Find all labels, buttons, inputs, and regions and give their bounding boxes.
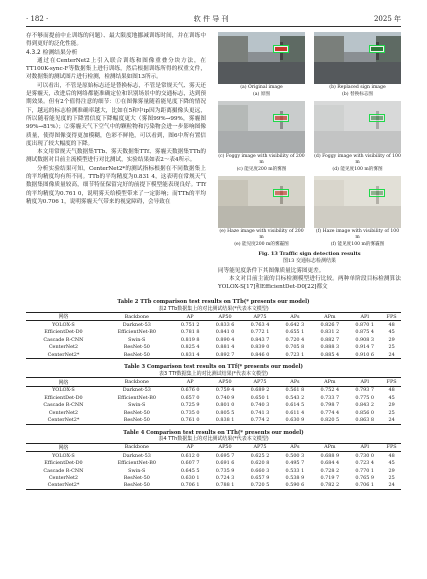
- table-cell: 0.691 6: [215, 460, 235, 467]
- table-cell: ResNet-50: [101, 482, 173, 490]
- results-table: [26, 377, 401, 424]
- table-row: [26, 336, 401, 343]
- table-cell: ResNet-50: [123, 474, 150, 481]
- left-column: [26, 32, 206, 206]
- table-cell: 0.645 5: [180, 467, 200, 474]
- table-row: [26, 409, 401, 416]
- table-cell: 0.892 7: [208, 351, 243, 359]
- panel-caption: (e) Haze image with visibility of 200 m: [219, 229, 304, 240]
- table-cell: 0.875 4: [355, 329, 375, 336]
- table-cell: 0.843 7: [250, 336, 270, 343]
- table-header-row: [26, 313, 401, 321]
- table-cell: 0.543 2: [285, 394, 305, 401]
- table-cell: 0.612 0: [180, 452, 200, 459]
- table-cell: 0.706 1: [347, 482, 382, 490]
- table-cell: CenterNet2*: [26, 351, 101, 359]
- table-cell: CenterNet2*: [26, 482, 101, 490]
- header-cell: APs: [277, 378, 312, 386]
- table-cell: 0.650 1: [250, 394, 270, 401]
- table-cell: 48: [388, 387, 395, 394]
- table-cell: 0.657 9: [250, 474, 270, 481]
- results-table: [26, 312, 401, 359]
- header-cell: AP50: [208, 313, 243, 321]
- table-cell: 0.725 9: [180, 402, 200, 409]
- header-cell: AP75: [243, 313, 278, 321]
- table-cell: 0.775 0: [355, 394, 375, 401]
- figure-panel-b: [314, 32, 401, 98]
- header-cell: AP75: [243, 443, 278, 451]
- table-cell: 0.752 4: [320, 387, 340, 394]
- table-cell: 0.772 1: [250, 329, 270, 336]
- table-cell: YOLOX-S: [52, 387, 75, 394]
- table-cell: 0.733 7: [320, 394, 340, 401]
- table-cell: Swin-S: [128, 402, 146, 409]
- table-cell: 0.870 1: [355, 322, 375, 329]
- table-cell: 0.719 7: [320, 474, 340, 481]
- tables-block: [26, 299, 401, 495]
- table-cell: 45: [388, 329, 395, 336]
- table-row: [26, 467, 401, 474]
- street-photo: [218, 32, 305, 84]
- table-cell: 0.538 9: [285, 474, 305, 481]
- panel-caption-cn: (c) 能见度200 m的雾图: [236, 167, 287, 172]
- header-cell: FPS: [382, 378, 401, 386]
- table-cell: YOLOX-S: [52, 322, 75, 329]
- table-cell: 0.798 7: [320, 402, 340, 409]
- table-cell: 0.833 6: [215, 322, 235, 329]
- table-cell: EfficientDet-D0: [44, 394, 83, 401]
- paragraph: 本文用常规天气数据集TTb、雾天数据集TTf、雾霾天数据集TTh的测试数据对目前主流模型进行对比测试，实验结果如表2～表4所示。: [26, 149, 206, 164]
- table-cell: 0.495 7: [285, 460, 305, 467]
- table-row: [26, 386, 401, 394]
- panel-caption-cn: (b) 替换标志图: [342, 92, 373, 97]
- table-caption: Table 3 Comparison test results on TTf(* presents our model): [124, 364, 303, 371]
- table-cell: 0.885 4: [312, 351, 347, 359]
- header-cell: FPS: [382, 313, 401, 321]
- table-cell: 0.720 5: [243, 482, 278, 490]
- panel-caption: (b) Replaced sign image: [329, 85, 386, 90]
- street-photo: [218, 101, 305, 153]
- table-cell: Swin-S: [128, 336, 146, 343]
- table-cell: 0.774 4: [320, 409, 340, 416]
- table-cell: 0.630 9: [277, 416, 312, 424]
- table-cell: 0.765 9: [355, 474, 375, 481]
- table-cell: 0.826 7: [320, 322, 340, 329]
- table-cell: 0.684 4: [320, 460, 340, 467]
- issue-year: 2025 年: [373, 15, 401, 23]
- table-cell: Darknet-53: [122, 322, 151, 329]
- table-row: [26, 329, 401, 336]
- header-cell: 网络: [26, 378, 101, 386]
- table-cell: 0.888 3: [320, 344, 340, 351]
- header-cell: APl: [347, 313, 382, 321]
- table-header-row: [26, 443, 401, 451]
- table-cell: 0.706 1: [173, 482, 208, 490]
- table-cell: 0.770 1: [355, 467, 375, 474]
- page-number: · 182 ·: [26, 15, 49, 23]
- table-cell: 0.688 9: [320, 452, 340, 459]
- table-cell: 0.657 0: [180, 394, 200, 401]
- table-row: [26, 459, 401, 466]
- table-cell: 25: [388, 474, 395, 481]
- panel-caption: (d) Foggy image with visibility of 100 m: [314, 154, 401, 165]
- panel-caption: (a) Original image: [240, 85, 283, 90]
- header-cell: APm: [312, 378, 347, 386]
- header-cell: APs: [277, 443, 312, 451]
- table-cell: EfficientNet-B0: [117, 329, 156, 336]
- table-cell: EfficientDet-D0: [44, 460, 83, 467]
- table-cell: 0.611 4: [285, 409, 305, 416]
- header-cell: AP: [173, 443, 208, 451]
- table-row: [26, 351, 401, 359]
- header-cell: Backbone: [101, 378, 173, 386]
- table-cell: 0.590 6: [277, 482, 312, 490]
- table-cell: 0.720 4: [285, 336, 305, 343]
- table-cell: 0.908 3: [355, 336, 375, 343]
- panel-caption-cn: (d) 能见度100 m的雾图: [332, 167, 383, 172]
- table-cell: 0.735 9: [215, 467, 235, 474]
- table-cell: 0.782 2: [312, 482, 347, 490]
- figure-panel-a: [218, 32, 305, 98]
- table-cell: 0.620 8: [250, 460, 270, 467]
- table-cell: Darknet-53: [122, 452, 151, 459]
- table-row: [26, 452, 401, 460]
- table-cell: 0.642 3: [285, 322, 305, 329]
- panel-caption-cn: (e) 能见度200 m的雾霾图: [234, 242, 289, 247]
- table-cell: 0.774 2: [243, 416, 278, 424]
- table-cell: 0.856 0: [355, 409, 375, 416]
- figure-panel-d: [314, 101, 401, 173]
- panel-caption: (c) Foggy image with visibility of 200 m: [218, 154, 305, 165]
- table-cell: 0.500 3: [285, 452, 305, 459]
- table-cell: 0.838 1: [208, 416, 243, 424]
- table-cell: EfficientNet-B0: [117, 460, 156, 467]
- table-cell: Cascade R-CNN: [43, 336, 84, 343]
- table-row: [26, 416, 401, 424]
- table-header-row: [26, 378, 401, 386]
- table-cell: 0.561 8: [285, 387, 305, 394]
- table-cell: YOLOX-S: [52, 452, 75, 459]
- figure-panel-c: [218, 101, 305, 173]
- table-cell: 0.819 8: [180, 336, 200, 343]
- table-cell: 0.793 7: [355, 387, 375, 394]
- table-cell: 24: [382, 482, 401, 490]
- table-row: [26, 482, 401, 490]
- table-cell: 0.825 4: [180, 344, 200, 351]
- table-cell: 0.723 4: [355, 460, 375, 467]
- table-cell: 0.914 7: [355, 344, 375, 351]
- header-cell: APm: [312, 313, 347, 321]
- header-cell: APs: [277, 313, 312, 321]
- table-cell: Swin-S: [128, 467, 146, 474]
- header-cell: AP75: [243, 378, 278, 386]
- table-cell: CenterNet2: [48, 344, 79, 351]
- journal-name: 软 件 导 刊: [193, 15, 229, 23]
- table-cell: 29: [388, 467, 395, 474]
- table-cell: 0.676 0: [180, 387, 200, 394]
- table-cell: 25: [388, 344, 395, 351]
- table-cell: 0.614 5: [285, 402, 305, 409]
- table-cell: 0.689 2: [250, 387, 270, 394]
- header-cell: 网络: [26, 443, 101, 451]
- table-cell: 0.881 4: [215, 344, 235, 351]
- table-cell: Cascade R-CNN: [43, 402, 84, 409]
- table-cell: 0.882 7: [320, 336, 340, 343]
- figure-title-cn: 图13 交通标志检测结果: [283, 258, 336, 264]
- table-cell: 0.820 5: [312, 416, 347, 424]
- results-table: [26, 443, 401, 490]
- table-caption-cn: 表3 TTf数据集上的对比测试结果(*代表本文模型): [159, 370, 268, 377]
- figure-panel-e: [218, 176, 305, 248]
- table-cell: 0.763 4: [250, 322, 270, 329]
- paragraph: 可以看出，不管是原始标志还是替换标志，不管是常规天气、雾天还是雾霾天，改进后的网络都能准确定位和识别场景中的交通标志，达到预期效果。但有2个值得注意的细节：①在图像雾量随着能见度下降的情况下，越远的标志检测准确率越大，比如在5和中ip因为距离摄像头更远，所以随着能见度的下降置信度下降幅度更大（雾图99%→99%，雾霾图99%→81%）；②雾霾天气下空气中的颗粒物和污染物会进一步影响图像质量，使得图像变得更加模糊，色彩不鲜艳，可以看到，图6中所有置信度出现了较大幅度的下降。: [26, 82, 206, 147]
- table-cell: 0.805 5: [215, 409, 235, 416]
- table-row: [26, 321, 401, 329]
- table-cell: ResNet-50: [101, 416, 173, 424]
- table-cell: 0.759 4: [215, 387, 235, 394]
- header-cell: AP50: [208, 443, 243, 451]
- table-row: [26, 394, 401, 401]
- table-cell: 45: [388, 460, 395, 467]
- table-cell: 0.741 3: [250, 409, 270, 416]
- section-heading: 4.3.2 检测结果分析: [26, 49, 78, 56]
- page-header: [26, 12, 401, 26]
- table-cell: CenterNet2: [48, 474, 79, 481]
- table-cell: 0.724 3: [215, 474, 235, 481]
- table-cell: 0.630 1: [180, 474, 200, 481]
- table-cell: 0.730 0: [355, 452, 375, 459]
- paragraph: 存不够而提前中止训练的问题）、最大限度地挪减训练时间，并在训练中得到更好的泛化性能。: [26, 33, 206, 48]
- table-cell: 0.801 0: [215, 402, 235, 409]
- table-cell: 0.607 7: [180, 460, 200, 467]
- table-cell: 0.740 9: [215, 394, 235, 401]
- table-cell: Darknet-53: [122, 387, 151, 394]
- street-photo: [314, 32, 401, 84]
- street-photo: [314, 101, 401, 153]
- table-cell: 0.705 8: [285, 344, 305, 351]
- table-cell: 0.751 2: [180, 322, 200, 329]
- table-cell: 29: [388, 402, 395, 409]
- table-cell: 0.831 2: [320, 329, 340, 336]
- table-cell: 0.781 8: [180, 329, 200, 336]
- table-cell: 0.533 1: [285, 467, 305, 474]
- table-cell: 48: [388, 452, 395, 459]
- table-cell: 0.841 0: [215, 329, 235, 336]
- table-4: [26, 430, 401, 490]
- table-caption-cn: 表2 TTb数据集上的对比测试结果(*代表本文模型): [158, 305, 269, 312]
- header-cell: 网络: [26, 313, 101, 321]
- header-cell: APl: [347, 378, 382, 386]
- header-cell: FPS: [382, 443, 401, 451]
- header-cell: Backbone: [101, 313, 173, 321]
- header-cell: APl: [347, 443, 382, 451]
- paragraph: 本文对目前主流的目标检测模型进行比较。两种单阶段目标检测算法YOLOX-S[17]和EfficientDet-D0[22]都文: [218, 275, 401, 291]
- table-caption: Table 2 TTb comparison test results on TTb(* presents our model): [117, 299, 310, 305]
- paragraph: 同等能见度条件下其图像质量比雾图更差。: [218, 267, 325, 274]
- table-row: [26, 474, 401, 481]
- header-cell: APm: [312, 443, 347, 451]
- figure-13: [218, 32, 401, 291]
- table-cell: ResNet-50: [101, 351, 173, 359]
- table-row: [26, 402, 401, 409]
- table-cell: 24: [382, 351, 401, 359]
- table-row: [26, 344, 401, 351]
- table-cell: EfficientDet-D0: [44, 329, 83, 336]
- table-cell: 0.660 3: [250, 467, 270, 474]
- table-cell: 0.863 8: [347, 416, 382, 424]
- header-cell: AP50: [208, 378, 243, 386]
- table-cell: 0.831 4: [173, 351, 208, 359]
- table-cell: CenterNet2*: [26, 416, 101, 424]
- table-cell: 29: [388, 336, 395, 343]
- figure-panel-f: [314, 176, 401, 248]
- table-3: [26, 364, 401, 424]
- panel-caption-cn: (a) 原图: [253, 92, 270, 97]
- table-cell: 0.723 1: [277, 351, 312, 359]
- table-cell: 0.839 0: [250, 344, 270, 351]
- table-2: [26, 299, 401, 359]
- table-cell: 48: [388, 322, 395, 329]
- table-cell: 0.761 0: [173, 416, 208, 424]
- table-cell: CenterNet2: [48, 409, 79, 416]
- table-cell: 0.843 2: [355, 402, 375, 409]
- table-cell: 0.735 0: [180, 409, 200, 416]
- paragraph: 分析实验结果可知，CenterNet2*的测试指标根据在不同数据集上的平均精度均有所不同。TTb的平均精度为0.831 4，这表明在常规天气数据集图像质量较高，细节特征保留完好的前提下模型能表现良好。TTf的平均精度为0.761 0，说明雾天给模型带来了一定影响；而TTh的平均精度为0.706 1，说明雾霾天气带来的视觉障碍，会导致在: [26, 165, 206, 205]
- header-cell: Backbone: [101, 443, 173, 451]
- table-cell: 0.740 3: [250, 402, 270, 409]
- table-cell: ResNet-50: [123, 409, 150, 416]
- header-cell: AP: [173, 378, 208, 386]
- table-cell: 0.788 1: [208, 482, 243, 490]
- table-cell: ResNet-50: [123, 344, 150, 351]
- street-photo: [218, 176, 305, 228]
- table-cell: EfficientNet-B0: [117, 394, 156, 401]
- street-photo: [314, 176, 401, 228]
- figure-title: Fig. 13 Traffic sign detection results: [258, 251, 361, 257]
- table-cell: 0.728 2: [320, 467, 340, 474]
- table-cell: 0.625 2: [250, 452, 270, 459]
- table-caption-cn: 表4 TTh数据集上的对比测试结果(*代表本文模型): [158, 436, 269, 443]
- table-cell: 0.910 6: [347, 351, 382, 359]
- header-cell: AP: [173, 313, 208, 321]
- table-cell: 0.890 4: [215, 336, 235, 343]
- table-cell: 25: [388, 409, 395, 416]
- table-cell: 0.695 7: [215, 452, 235, 459]
- table-caption: Table 4 Comparison test results on TTh(* presents our model): [123, 429, 304, 436]
- paragraph: 通过在CenterNet2上引入联合训练和图像重叠分块方法，在TT100K-sync-F等数据集上进行训练，然后根据训练所得的权重文件，对数据集的测试图片进行检测，检测结果如图13所示。: [26, 57, 206, 81]
- table-cell: 24: [382, 416, 401, 424]
- panel-caption: (f) Haze image with visibility of 100 m: [315, 229, 400, 240]
- panel-caption-cn: (f) 能见度100 m的雾霾图: [330, 242, 385, 247]
- table-cell: 0.655 1: [285, 329, 305, 336]
- table-cell: 45: [388, 394, 395, 401]
- table-cell: 0.846 0: [243, 351, 278, 359]
- header-rule: [26, 26, 401, 27]
- table-cell: Cascade R-CNN: [43, 467, 84, 474]
- right-column-text: [218, 267, 401, 292]
